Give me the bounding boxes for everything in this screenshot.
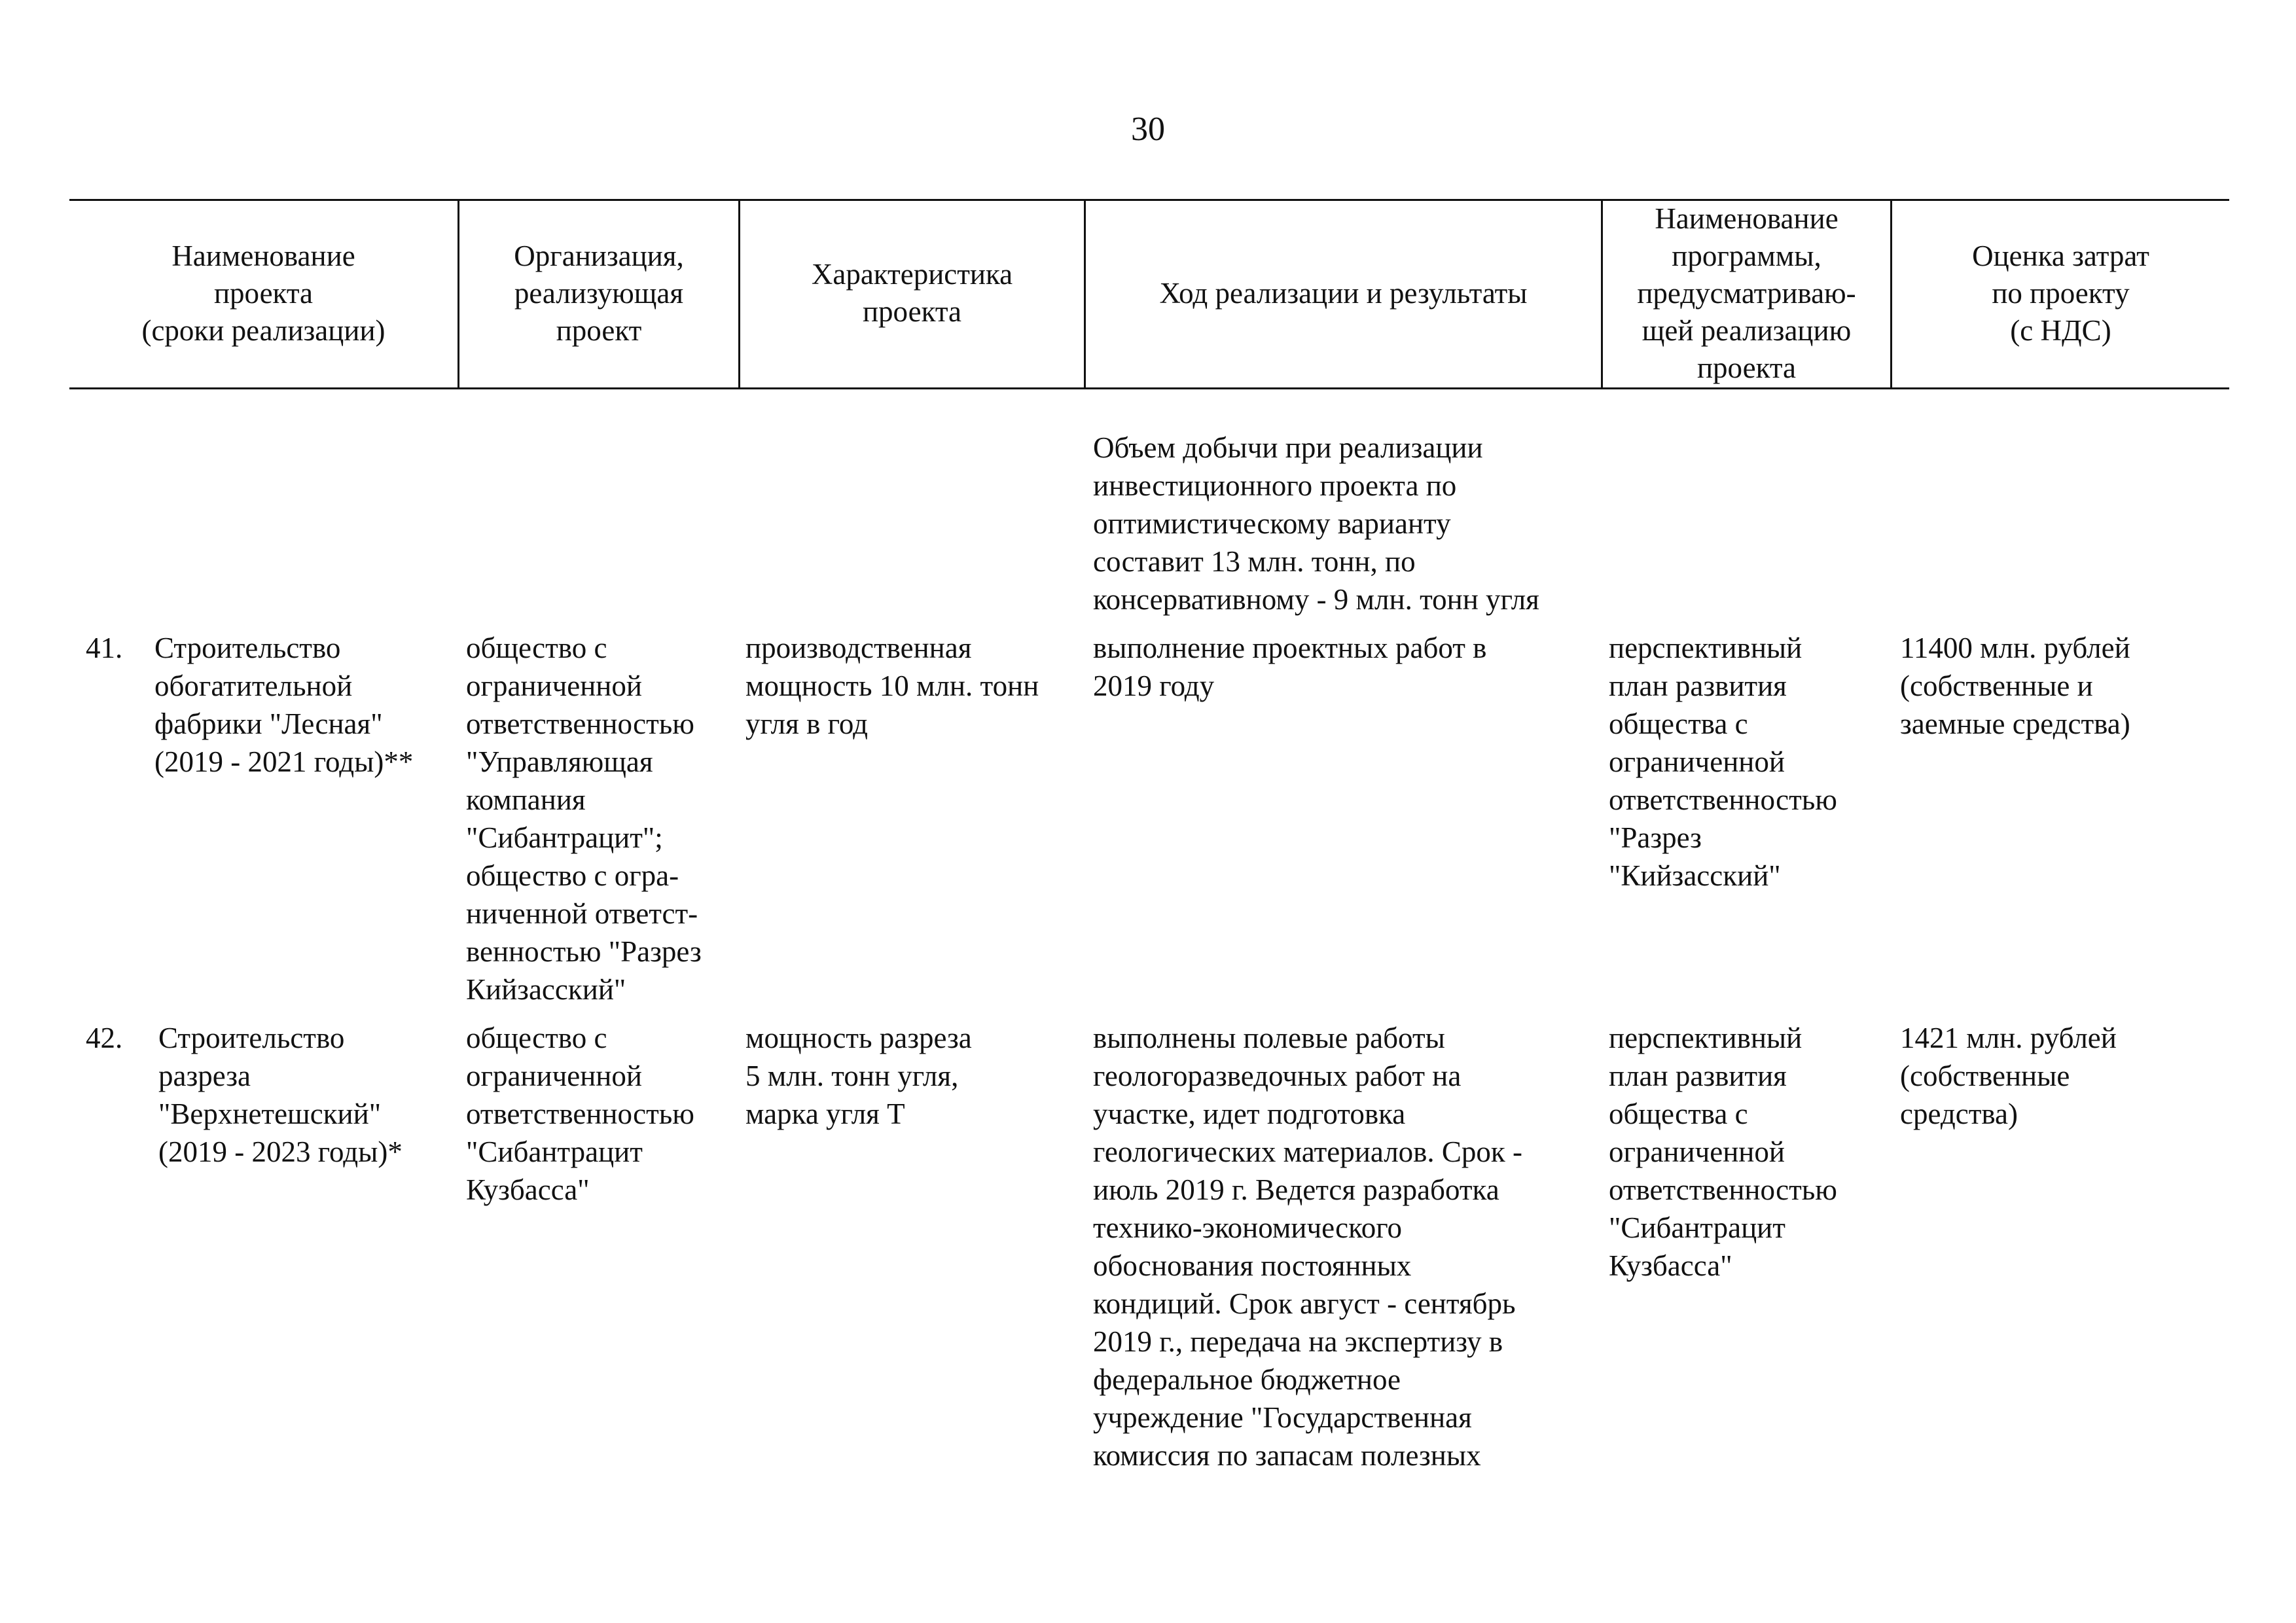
project-name: Строительство обогатительной фабрики "Лесная" (2019 - 2021 годы)** [154, 632, 414, 778]
continuation-progress-text: Объем добычи при реализации инвестиционного проекта по оптимистическому варианту составит 13 млн. тонн, по консервативному - 9 млн. тонн угля [1093, 431, 1539, 616]
header-progress: Ход реализации и результаты [1159, 276, 1528, 310]
organization: общество с ограниченной ответственностью "Управляющая компания "Сибантрацит"; общество с огра- ниченной ответст- венностью "Разрез Кийзасский" [466, 632, 702, 1006]
row-number: 41. [86, 632, 123, 664]
project-name: Строительство разреза "Верхнетешский" (2019 - 2023 годы)* [158, 1022, 403, 1168]
program: перспективный план развития общества с ограниченной ответственностью "Сибантрацит Кузбасса" [1609, 1022, 1837, 1282]
header-bottom-rule [69, 387, 2229, 389]
characteristic: производственная мощность 10 млн. тонн угля в год [745, 632, 1039, 740]
progress: выполнение проектных работ в 2019 году [1093, 632, 1487, 702]
header-program: Наименование программы, предусматриваю- щей реализацию проекта [1637, 202, 1856, 384]
header-cost: Оценка затрат по проекту (с НДС) [1972, 239, 2149, 347]
header-project-name: Наименование проекта (сроки реализации) [141, 239, 386, 347]
characteristic: мощность разреза 5 млн. тонн угля, марка угля Т [745, 1022, 972, 1130]
page-number: 30 [1131, 111, 1165, 148]
header-organization: Организация, реализующая проект [514, 239, 684, 347]
program: перспективный план развития общества с ограниченной ответственностью "Разрез "Кийзасский" [1609, 632, 1837, 892]
row-number: 42. [86, 1022, 123, 1054]
header-characteristic: Характеристика проекта [811, 258, 1013, 328]
organization: общество с ограниченной ответственностью "Сибантрацит Кузбасса" [466, 1022, 694, 1206]
cost: 1421 млн. рублей (собственные средства) [1900, 1022, 2117, 1130]
cost: 11400 млн. рублей (собственные и заемные средства) [1900, 632, 2130, 740]
progress: выполнены полевые работы геологоразведочных работ на участке, идет подготовка геологических материалов. Срок - июль 2019 г. Ведется разработка технико-экономического обоснования постоянных кондиций. Срок август - сентябрь 2019 г., передача на экспертизу в федеральное бюджетное учреждение "Государственная комиссия по запасам полезных [1093, 1022, 1523, 1472]
